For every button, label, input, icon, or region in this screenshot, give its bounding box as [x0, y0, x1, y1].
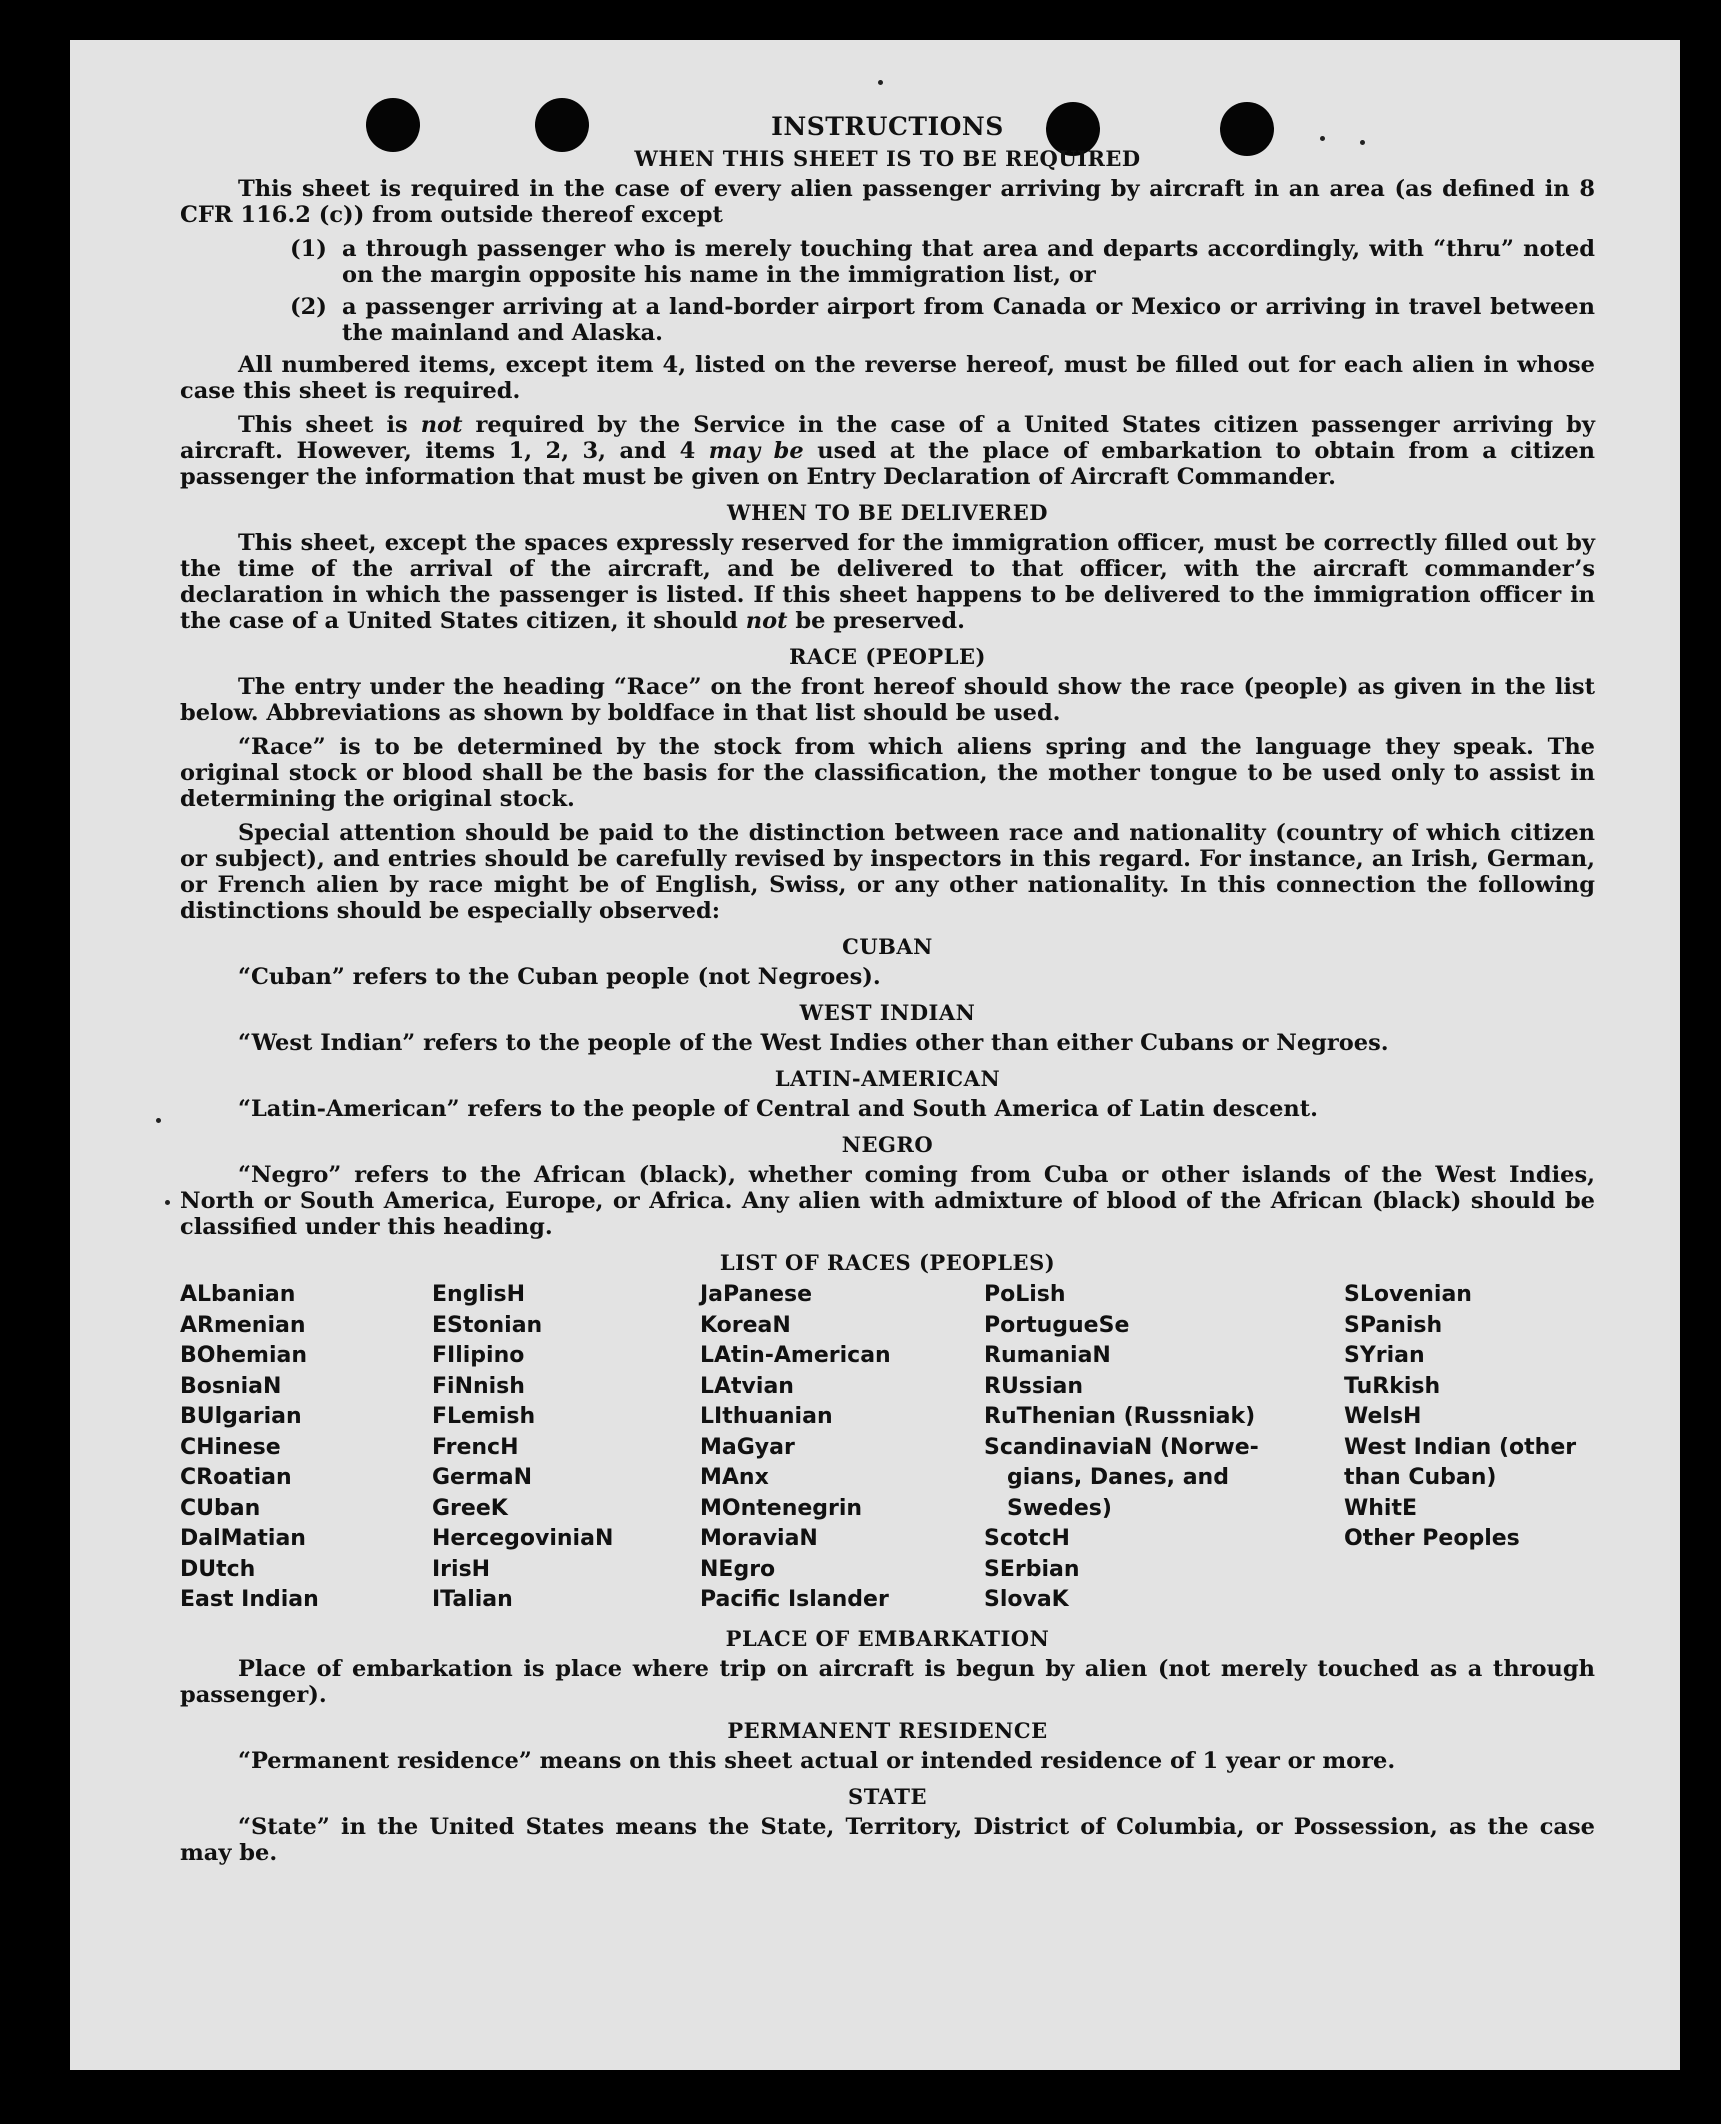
emphasis: not: [745, 608, 788, 634]
race-entry: RUssian: [984, 1373, 1084, 1399]
paragraph-race-stock: “Race” is to be determined by the stock from which aliens spring and the language they speak. The original stock or blood shall be the basis for the classification, the mother tongue to be used only to assist in determining the original stock.: [180, 734, 1595, 812]
race-entry: EStonian: [432, 1312, 543, 1338]
document-sheet: [70, 40, 1680, 2070]
text: used at the place of embarkation to obtain from a citizen passenger the information that must be given on Entry Declaration of Aircraft Commander.: [180, 438, 1595, 490]
race-entry: TuRkish: [1344, 1373, 1441, 1399]
race-entry: DUtch: [180, 1556, 256, 1582]
boldface-word: boldface: [607, 700, 716, 726]
item-text: a through passenger who is merely touching that area and departs accordingly, with “thru” noted on the margin opposite his name in the immigration list, or: [342, 236, 1595, 288]
race-entry: MaGyar: [700, 1434, 795, 1460]
race-entry: LAtvian: [700, 1373, 794, 1399]
race-entry: BUlgarian: [180, 1404, 302, 1429]
race-entry: WelsH: [1344, 1404, 1422, 1429]
race-entry: SYrian: [1344, 1343, 1425, 1368]
item-number: (1): [290, 236, 327, 262]
exception-item-1: [290, 236, 1595, 288]
instructions-body: [180, 114, 1595, 1874]
paragraph-cuban: “Cuban” refers to the Cuban people (not Negroes).: [238, 964, 881, 990]
text: The entry under the heading “Race” on the front hereof should show the race (people) as given in the list below. Abbreviations as shown by: [180, 674, 1595, 726]
races-column-3: [700, 1280, 984, 1616]
text: in that list should be used.: [715, 700, 1061, 726]
paragraph-embarkation: Place of embarkation is place where trip on aircraft is begun by alien (not merely touched as a through passenger).: [180, 1655, 1595, 1708]
paragraph-required: This sheet is required in the case of every alien passenger arriving by aircraft in an area (as defined in 8 CFR 116.2 (c)) from outside thereof except: [180, 176, 1595, 228]
race-entry: SErbian: [984, 1556, 1080, 1582]
race-entry: NEgro: [700, 1556, 776, 1582]
race-entry: WhitE: [1344, 1495, 1418, 1521]
races-column-5: [1344, 1280, 1584, 1616]
heading-latin-american: LATIN-AMERICAN: [774, 1066, 1001, 1091]
emphasis: may be: [708, 438, 804, 464]
race-entry: ALbanian: [180, 1282, 296, 1307]
race-entry: CHinese: [180, 1434, 281, 1460]
heading-negro: NEGRO: [841, 1132, 934, 1157]
item-number: (2): [290, 294, 327, 320]
race-entry: gians, Danes, and: [984, 1465, 1229, 1490]
heading-race: RACE (PEOPLE): [789, 644, 986, 669]
paragraph-numbered-items: All numbered items, except item 4, listed on the reverse hereof, must be filled out for each alien in whose case this sheet is required.: [180, 352, 1595, 404]
race-entry: BOhemian: [180, 1343, 308, 1368]
paragraph-west-indian: “West Indian” refers to the people of the West Indies other than either Cubans or Negroes.: [238, 1030, 1389, 1056]
race-entry: ITalian: [432, 1587, 513, 1612]
race-entry: FLemish: [432, 1404, 536, 1429]
speck: [156, 1118, 161, 1123]
page-title: INSTRUCTIONS: [771, 112, 1004, 141]
race-entry: CUban: [180, 1495, 261, 1521]
speck: [878, 80, 883, 85]
race-entry: ScandinaviaN (Norwe-: [984, 1434, 1259, 1460]
race-entry: MoraviaN: [700, 1526, 818, 1551]
races-column-1: [180, 1280, 432, 1616]
speck: [165, 1200, 170, 1205]
race-entry: JaPanese: [700, 1282, 813, 1307]
emphasis: not: [420, 412, 463, 438]
races-column-4: [984, 1280, 1344, 1616]
heading-state: STATE: [848, 1783, 927, 1809]
race-entry: ScotcH: [984, 1526, 1070, 1551]
heading-west-indian: WEST INDIAN: [799, 1000, 976, 1025]
race-entry: FIlipino: [432, 1343, 525, 1368]
paragraph-negro: “Negro” refers to the African (black), whether coming from Cuba or other islands of the West Indies, North or South America, Europe, or Africa. Any alien with admixture of blood of the African (black) should be classified under this heading.: [180, 1162, 1595, 1240]
heading-permanent-residence: PERMANENT RESIDENCE: [727, 1717, 1048, 1743]
paragraph-race-entry: [180, 674, 1595, 726]
race-entry: Other Peoples: [1344, 1526, 1520, 1551]
race-entry: SlovaK: [984, 1587, 1069, 1612]
race-entry: SPanish: [1344, 1312, 1443, 1338]
paragraph-latin-american: “Latin-American” refers to the people of Central and South America of Latin descent.: [238, 1096, 1318, 1122]
race-entry: MAnx: [700, 1465, 769, 1490]
text: be preserved.: [787, 608, 965, 634]
race-entry: West Indian (other: [1344, 1434, 1577, 1460]
race-entry: PoLish: [984, 1282, 1066, 1307]
text: This sheet, except the spaces expressly reserved for the immigration officer, must be correctly filled out by the time of the arrival of the aircraft, and be delivered to that officer, with the aircraft commander’s declaration in which the passenger is listed. If this sheet happens to be delivered to the immigration officer in the case of a United States citizen, it should: [180, 530, 1595, 634]
races-list: [180, 1280, 1595, 1616]
race-entry: FrencH: [432, 1434, 519, 1460]
paragraph-state: “State” in the United States means the State, Territory, District of Columbia, or Possession, as the case may be.: [180, 1813, 1595, 1866]
race-entry: CRoatian: [180, 1465, 292, 1490]
heading-place-of-embarkation: PLACE OF EMBARKATION: [725, 1625, 1050, 1651]
paragraph-race-nationality: Special attention should be paid to the distinction between race and nationality (country of which citizen or subject), and entries should be carefully revised by inspectors in this regard. For instance, an Irish, German, or French alien by race might be of English, Swiss, or any other nationality. In this connection the following distinctions should be especially observed:: [180, 820, 1595, 924]
race-entry: ARmenian: [180, 1312, 306, 1338]
race-entry: LAtin-American: [700, 1343, 891, 1368]
item-text: a passenger arriving at a land-border airport from Canada or Mexico or arriving in travel between the mainland and Alaska.: [342, 294, 1595, 346]
race-entry: EnglisH: [432, 1282, 526, 1307]
race-entry: RuThenian (Russniak): [984, 1404, 1256, 1429]
race-entry: IrisH: [432, 1556, 491, 1582]
paragraph-residence: “Permanent residence” means on this sheet actual or intended residence of 1 year or more.: [238, 1747, 1396, 1774]
heading-list-of-races: LIST OF RACES (PEOPLES): [719, 1250, 1056, 1275]
text: This sheet is: [238, 412, 421, 438]
race-entry: Swedes): [984, 1495, 1112, 1521]
race-entry: East Indian: [180, 1587, 319, 1612]
race-entry: HercegoviniaN: [432, 1526, 614, 1551]
race-entry: BosniaN: [180, 1373, 282, 1399]
race-entry: SLovenian: [1344, 1282, 1472, 1307]
race-entry: than Cuban): [1344, 1465, 1497, 1490]
race-entry: GreeK: [432, 1495, 508, 1521]
paragraph-delivered: [180, 530, 1595, 634]
race-entry: DalMatian: [180, 1526, 306, 1551]
race-entry: FiNnish: [432, 1373, 525, 1399]
races-column-2: [432, 1280, 700, 1616]
heading-when-delivered: WHEN TO BE DELIVERED: [726, 500, 1048, 525]
heading-when-required: WHEN THIS SHEET IS TO BE REQUIRED: [634, 146, 1141, 171]
text: required by the Service in the case of a United States citizen passenger arriving by aircraft. However, items 1, 2, 3, and 4: [180, 412, 1595, 464]
race-entry: LIthuanian: [700, 1404, 833, 1429]
race-entry: KoreaN: [700, 1312, 791, 1338]
heading-cuban: CUBAN: [842, 934, 933, 959]
paragraph-citizen: [180, 412, 1595, 490]
race-entry: PortugueSe: [984, 1312, 1130, 1338]
race-entry: MOntenegrin: [700, 1495, 863, 1521]
race-entry: GermaN: [432, 1465, 533, 1490]
race-entry: Pacific Islander: [700, 1587, 889, 1612]
race-entry: RumaniaN: [984, 1343, 1111, 1368]
exception-item-2: [290, 294, 1595, 346]
